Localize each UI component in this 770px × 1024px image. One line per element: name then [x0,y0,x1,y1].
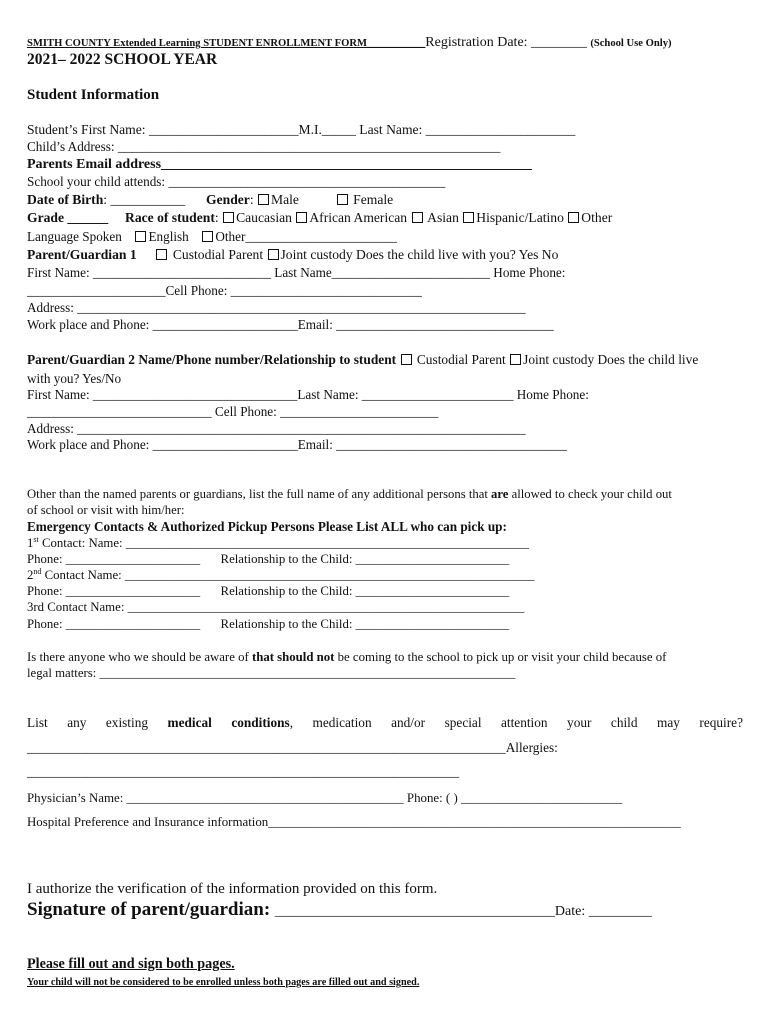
female-checkbox[interactable] [337,194,348,205]
caucasian-label: Caucasian [236,210,292,225]
male-label: Male [271,192,299,207]
pickup-intro-text: Other than the named parents or guardians, list the full name of any additional persons that [27,487,492,501]
english-checkbox[interactable] [135,231,146,242]
school-year: 2021– 2022 SCHOOL YEAR [27,51,218,68]
medical-word-bold: medical [167,715,212,730]
student-info-heading: Student Information [27,87,160,103]
guardian1-names-line[interactable]: First Name: ___________________________ Last Name________________________ Home Phone: [27,265,566,280]
guardian2-custodial-checkbox[interactable] [401,354,412,365]
race-other-checkbox[interactable] [568,212,579,223]
allergies-line[interactable]: ________________________________________________________________________Allergies: [27,740,558,755]
dob-label: Date of Birth [27,192,104,207]
pickup-intro-end: allowed to check your child out [508,487,672,501]
contact1-phone-line [27,551,509,567]
contact1-name-line[interactable] [27,535,529,551]
guardian1-joint-checkbox[interactable] [268,249,279,260]
legal-question-end: be coming to the school to pick up or visit your child because of [334,650,667,664]
contact2-phone-line [27,583,509,599]
contact2-name-field[interactable]: Contact Name: ________________________________________________________________ [41,568,535,582]
contact3-name-line[interactable]: 3rd Contact Name: ______________________________________________________________ [27,600,525,614]
asian-label: Asian [427,210,459,225]
contact2-suffix: nd [33,567,42,576]
medical-word: special [444,715,482,730]
medical-word: your [567,715,592,730]
guardian2-heading: Parent/Guardian 2 Name/Phone number/Relationship to student [27,352,397,367]
student-name-line[interactable]: Student’s First Name: ______________________M.I._____ Last Name: ______________________ [27,122,576,137]
medical-word: may [657,715,680,730]
legal-matters-line[interactable]: legal matters: _________________________________________________________________ [27,666,516,680]
guardian2-heading-line [27,352,698,368]
medical-question [27,715,743,731]
pickup-intro-line2: of school or visit with him/her: [27,503,185,517]
pickup-intro-bold: are [491,487,509,501]
school-attends-line[interactable]: School your child attends: __________________________________________ [27,174,446,189]
legal-question [27,649,666,665]
gender-label: Gender [206,192,250,207]
race-other-label: Other [581,210,613,225]
physician-line[interactable]: Physician’s Name: ___________________________________________ Phone: ( ) _________________________ [27,791,623,805]
legal-question-text: Is there anyone who we should be aware of [27,650,252,664]
medical-word: existing [105,715,148,730]
enrollment-note: Your child will not be considered to be enrolled unless both pages are filled out and signed. [27,977,420,988]
grade-race-line: Grade ______ Race of student: Caucasian African American Asian Hispanic/Latino Other [27,210,613,225]
child-address-line[interactable]: Child’s Address: __________________________________________________________ [27,139,501,154]
guardian1-work-line[interactable]: Work place and Phone: ______________________Email: _________________________________ [27,317,554,332]
signature-line [27,898,652,924]
guardian2-address-line[interactable]: Address: ____________________________________________________________________ [27,421,526,436]
contact1-number: 1 [27,536,34,550]
contact1-name-field[interactable]: Contact: Name: _______________________________________________________________ [38,536,529,550]
language-line [27,229,397,245]
guardian1-joint-question: Joint custody Does the child live with you? Yes No [280,247,559,262]
signature-date-field[interactable]: Date: _________ [554,904,652,919]
guardian1-label: Parent/Guardian 1 [27,247,137,262]
african-american-label: African American [309,210,408,225]
english-label: English [148,229,189,244]
pickup-heading: Emergency Contacts & Authorized Pickup Persons Please List ALL who can pick up: [27,519,507,534]
hospital-insurance-line[interactable]: Hospital Preference and Insurance information________________________________________________________________ [27,815,681,829]
medical-word: require? [699,715,743,730]
contact2-number: 2 [27,568,34,582]
allergies-blank-line[interactable]: _________________________________________________________________ [27,764,460,779]
medical-word: List [27,715,48,730]
hispanic-checkbox[interactable] [463,212,474,223]
contact1-phone-field[interactable]: Phone: _____________________ [27,552,201,566]
race-label: Race of student [125,210,215,225]
grade-field[interactable]: Grade ______ [27,210,109,225]
contact2-relationship-field[interactable]: Relationship to the Child: ________________________ [220,584,510,598]
female-label: Female [353,192,394,207]
guardian1-address-line[interactable]: Address: ____________________________________________________________________ [27,300,526,315]
medical-word: and/or [391,715,426,730]
guardian2-continuation: with you? Yes/No [27,371,122,386]
contact2-phone-field[interactable]: Phone: _____________________ [27,584,201,598]
form-title: SMITH COUNTY Extended Learning STUDENT ENROLLMENT FORM___________ [27,38,426,49]
contact3-relationship-field[interactable]: Relationship to the Child: ________________________ [220,617,510,631]
legal-question-bold: that should not [251,650,335,664]
language-other-checkbox[interactable] [202,231,213,242]
hispanic-label: Hispanic/Latino [476,210,564,225]
guardian1-custodial-label: Custodial Parent [172,247,264,262]
medical-word: attention [501,715,548,730]
contact1-suffix: st [33,535,39,544]
medical-word: any [67,715,87,730]
contact3-phone-field[interactable]: Phone: _____________________ [27,617,201,631]
guardian1-cell-line[interactable]: _____________________Cell Phone: _____________________________ [27,283,422,298]
guardian2-cell-line[interactable]: ____________________________ Cell Phone: ________________________ [27,404,439,419]
dob-gender-line: Date of Birth: ___________ Gender: Male Female [27,192,394,207]
medical-word-comma: , [289,715,294,730]
signature-field[interactable]: ________________________________________ [274,904,555,919]
guardian2-joint-question: Joint custody Does the child live [523,352,699,367]
language-label: Language Spoken [27,229,122,244]
medical-word: medication [312,715,372,730]
authorization-statement: I authorize the verification of the information provided on this form. [27,881,438,897]
medical-word: child [610,715,638,730]
school-use-only-note: (School Use Only) [590,38,672,49]
guardian2-joint-checkbox[interactable] [510,354,521,365]
contact3-phone-line [27,616,509,632]
contact1-relationship-field[interactable]: Relationship to the Child: ________________________ [220,552,510,566]
guardian2-work-line[interactable]: Work place and Phone: ______________________Email: ___________________________________ [27,437,567,452]
pickup-intro [27,486,672,502]
african-american-checkbox[interactable] [296,212,307,223]
male-checkbox[interactable] [258,194,269,205]
guardian2-custodial-label: Custodial Parent [416,352,506,367]
guardian1-custodial-checkbox[interactable] [156,249,167,260]
medical-word-bold: conditions [231,715,290,730]
contact2-name-line[interactable] [27,567,534,583]
fill-and-sign-instruction: Please fill out and sign both pages. [27,956,235,972]
language-other-field[interactable]: Other_______________________ [215,229,398,244]
signature-label: Signature of parent/guardian: [27,899,275,920]
registration-date-field[interactable]: Registration Date: ________ [425,35,588,50]
asian-checkbox[interactable] [412,212,423,223]
parents-email-line[interactable]: Parents Email address_____________________________________________________ [27,157,533,172]
form-header [27,34,672,52]
guardian2-names-line[interactable]: First Name: _______________________________Last Name: _______________________ Home Phone: [27,387,589,402]
dob-field[interactable]: : ___________ [103,192,186,207]
guardian1-line [27,247,558,263]
caucasian-checkbox[interactable] [223,212,234,223]
